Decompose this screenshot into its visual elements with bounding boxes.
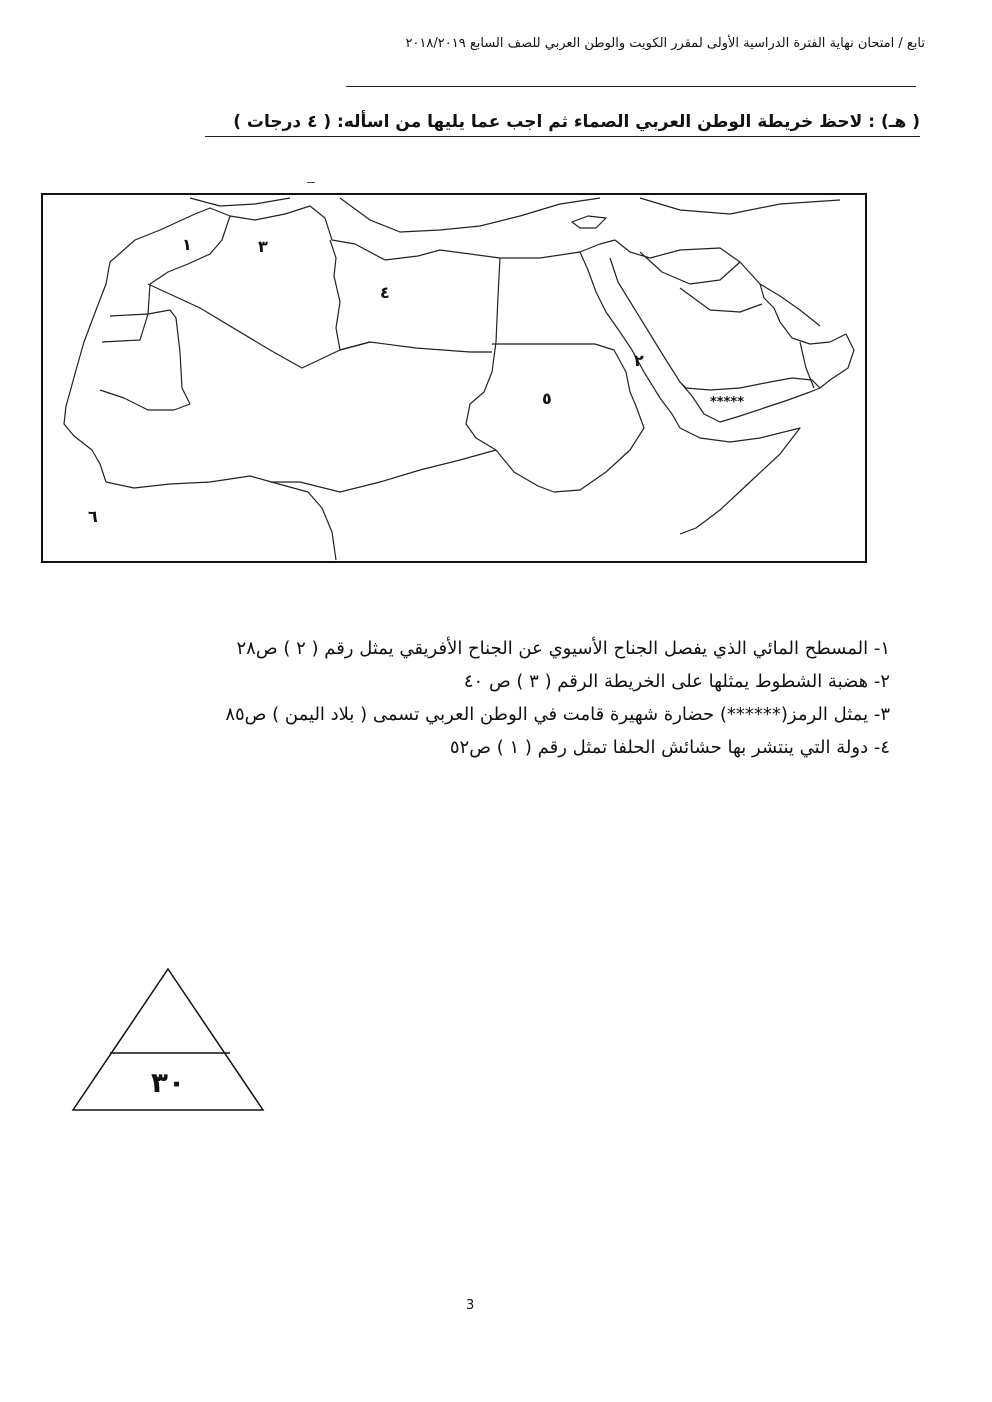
header-rule [346,86,916,87]
score-value: ٣٠ [150,1066,186,1099]
question-item-1: ١- المسطح المائي الذي يفصل الجناح الأسيوي عن الجناح الأفريقي يمثل رقم ( ٢ ) ص٢٨ [236,638,890,659]
map-stars-yemen: ***** [710,395,744,410]
map-border [42,194,866,562]
exam-header: تابع / امتحان نهاية الفترة الدراسية الأولى لمقرر الكويت والوطن العربي للصف السابع ٢٠١٨/٢٠١٩ [405,36,925,51]
question-item-4: ٤- دولة التي ينتشر بها حشائش الحلفا تمثل رقم ( ١ ) ص٥٢ [449,737,890,758]
map-label-6: ٦ [88,507,98,526]
page-number: 3 [466,1298,475,1313]
arab-world-blank-map [40,192,868,564]
questions-list [80,632,890,764]
small-mark [307,182,315,183]
question-title: ( هـ) : لاحظ خريطة الوطن العربي الصماء ثم اجب عما يليها من اسأله: ( ٤ درجات ) [205,112,920,137]
question-item-2: ٢- هضبة الشطوط يمثلها على الخريطة الرقم ( ٣ ) ص ٤٠ [463,671,890,692]
map-label-5: ٥ [542,389,552,408]
question-item-3: ٣- يمثل الرمز(******) حضارة شهيرة قامت في الوطن العربي تسمى ( بلاد اليمن ) ص٨٥ [225,704,890,725]
map-label-1: ١ [182,235,192,254]
map-label-3: ٣ [258,237,268,256]
map-label-2-red-sea: ٢ [634,351,644,370]
score-pyramid [70,966,266,1114]
map-label-4: ٤ [380,283,390,302]
